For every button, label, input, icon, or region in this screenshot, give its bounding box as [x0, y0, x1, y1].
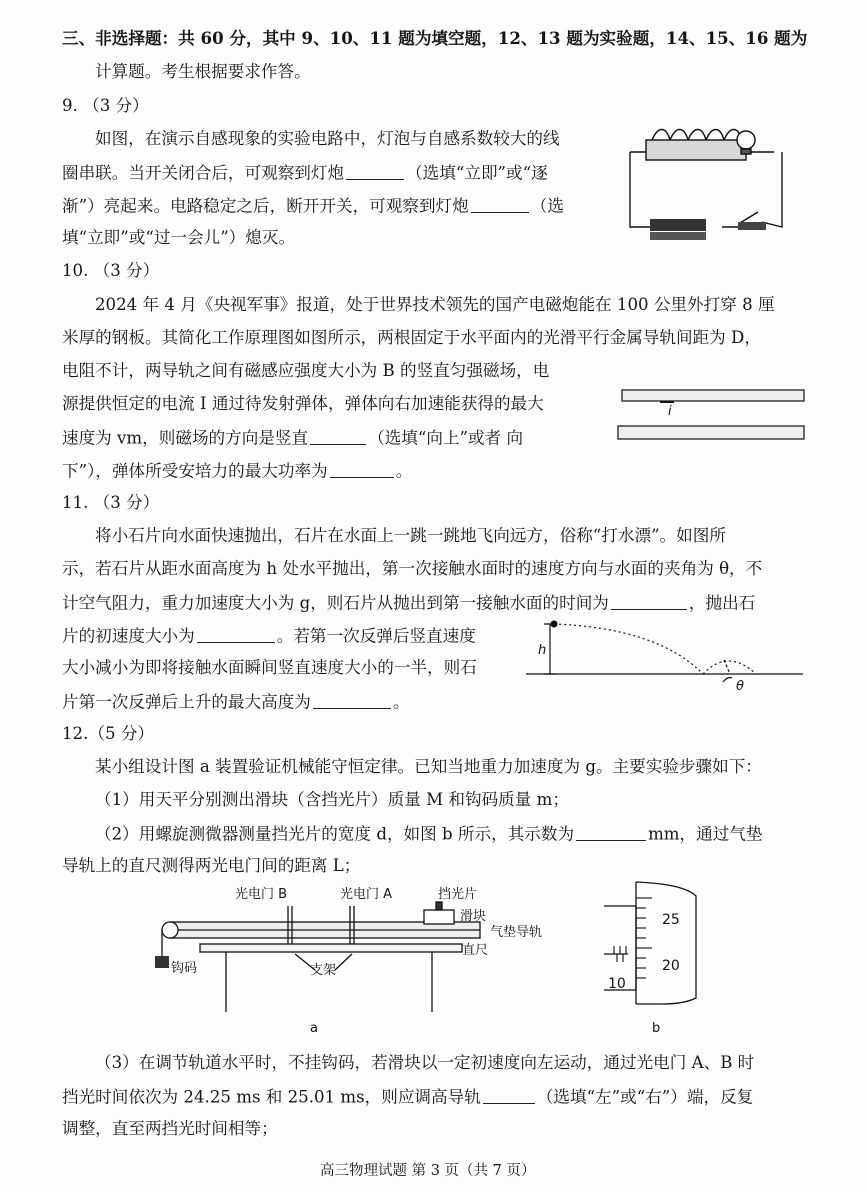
answer-blank[interactable]: [197, 625, 275, 643]
q10-text: 2024 年 4 月《央视军事》报道，处于世界技术领先的国产电磁炮能在 100 公里外打穿 8 厘: [95, 295, 775, 314]
sleeve-tick-10: 10: [608, 976, 626, 992]
q12-text: 某小组设计图 a 装置验证机械能守恒定律。已知当地重力加速度为 g。主要实验步骤如下：: [95, 757, 762, 776]
q11-text: 计空气阻力，重力加速度大小为 g，则石片从抛出到第一接触水面的时间为 ，抛出石: [62, 593, 756, 613]
slider-label: 滑块: [460, 909, 487, 924]
height-label: h: [538, 643, 547, 658]
q12-figure-a: [140, 884, 570, 1036]
q9-heading: 9. （3 分）: [62, 96, 149, 115]
figure-a-caption: a: [310, 1021, 318, 1036]
q9-text: 填“立即”或“过一会儿”）熄灭。: [62, 228, 296, 247]
current-label: i: [668, 404, 672, 419]
q12-step: （3）在调节轨道水平时，不挂钩码，若滑块以一定初速度向左运动，通过光电门 A、B 时: [95, 1053, 755, 1072]
q9-text: 渐”）亮起来。电路稳定之后，断开开关，可观察到灯炮 （选: [62, 196, 564, 216]
q11-text: 大小减小为即将接触水面瞬间竖直速度大小的一半，则石: [62, 658, 477, 677]
q11-heading: 11. （3 分）: [62, 493, 160, 512]
q10-rail-figure: [614, 384, 814, 454]
q11-text: 片第一次反弹后上升的最大高度为 。: [62, 692, 410, 712]
q9-circuit-figure: [622, 122, 792, 240]
q12-figure-b: [592, 880, 722, 1036]
track-label: 气垫导轨: [490, 925, 543, 940]
gate-a-label: 光电门 A: [340, 887, 393, 902]
answer-blank[interactable]: [310, 427, 366, 445]
q12-step: 挡光时间依次为 24.25 ms 和 25.01 ms，则应调高导轨 （选填“左”或“右”）端，反复: [62, 1087, 754, 1107]
answer-blank[interactable]: [483, 1086, 535, 1104]
gate-b-label: 光电门 B: [235, 887, 288, 902]
q12-step: 调整，直至两挡光时间相等；: [62, 1119, 278, 1138]
q10-text: 源提供恒定的电流 I 通过待发射弹体，弹体向右加速能获得的最大: [62, 394, 544, 413]
q11-text: 将小石片向水面快速抛出，石片在水面上一跳一跳地飞向远方，俗称“打水漂”。如图所: [95, 526, 726, 545]
weight-label: 钩码: [171, 961, 198, 976]
q12-step: 导轨上的直尺测得两光电门间的距离 L；: [62, 856, 361, 875]
q10-text: 米厚的钢板。其简化工作原理图如图所示，两根固定于水平面内的光滑平行金属导轨间距为 D，: [62, 328, 761, 347]
thimble-tick-20: 20: [662, 958, 680, 974]
q12-heading: 12.（5 分）: [62, 724, 155, 743]
q11-stone-figure: [518, 616, 808, 696]
q12-step: （1）用天平分别测出滑块（含挡光片）质量 M 和钩码质量 m；: [95, 790, 569, 809]
q10-heading: 10. （3 分）: [62, 261, 160, 280]
support-label: 支架: [310, 963, 337, 978]
q9-text: 圈串联。当开关闭合后，可观察到灯炮 （选填“立即”或“逐: [62, 163, 548, 183]
answer-blank[interactable]: [576, 823, 646, 841]
q10-text: 下”），弹体所受安培力的最大功率为 。: [62, 461, 413, 481]
answer-blank[interactable]: [313, 691, 391, 709]
angle-label: θ: [736, 679, 744, 694]
q12-step: （2）用螺旋测微器测量挡光片的宽度 d，如图 b 所示，其示数为 mm，通过气垫: [95, 824, 763, 844]
thimble-tick-25: 25: [662, 912, 680, 928]
answer-blank[interactable]: [611, 592, 687, 610]
q10-text: 电阻不计，两导轨之间有磁感应强度大小为 B 的竖直匀强磁场，电: [62, 361, 550, 380]
shutter-label: 挡光片: [438, 887, 478, 902]
section-header-cont: 计算题。考生根据要求作答。: [95, 62, 311, 81]
ruler-label: 直尺: [462, 943, 489, 958]
section-header: 三、非选择题：共 60 分，其中 9、10、11 题为填空题，12、13 题为实验题，14、15、16 题为: [62, 28, 808, 48]
answer-blank[interactable]: [330, 460, 394, 478]
figure-b-caption: b: [652, 1021, 661, 1036]
page-footer: 高三物理试题 第 3 页（共 7 页）: [320, 1163, 536, 1179]
q10-text: 速度为 vm，则磁场的方向是竖直 （选填“向上”或者 向: [62, 428, 524, 448]
q9-text: 如图，在演示自感现象的实验电路中，灯泡与自感系数较大的线: [95, 129, 560, 148]
answer-blank[interactable]: [346, 162, 404, 180]
answer-blank[interactable]: [471, 195, 529, 213]
q11-text: 示，若石片从距水面高度为 h 处水平抛出，第一次接触水面时的速度方向与水面的夹角为 θ，不: [62, 559, 763, 578]
q11-text: 片的初速度大小为 。若第一次反弹后竖直速度: [62, 626, 476, 646]
